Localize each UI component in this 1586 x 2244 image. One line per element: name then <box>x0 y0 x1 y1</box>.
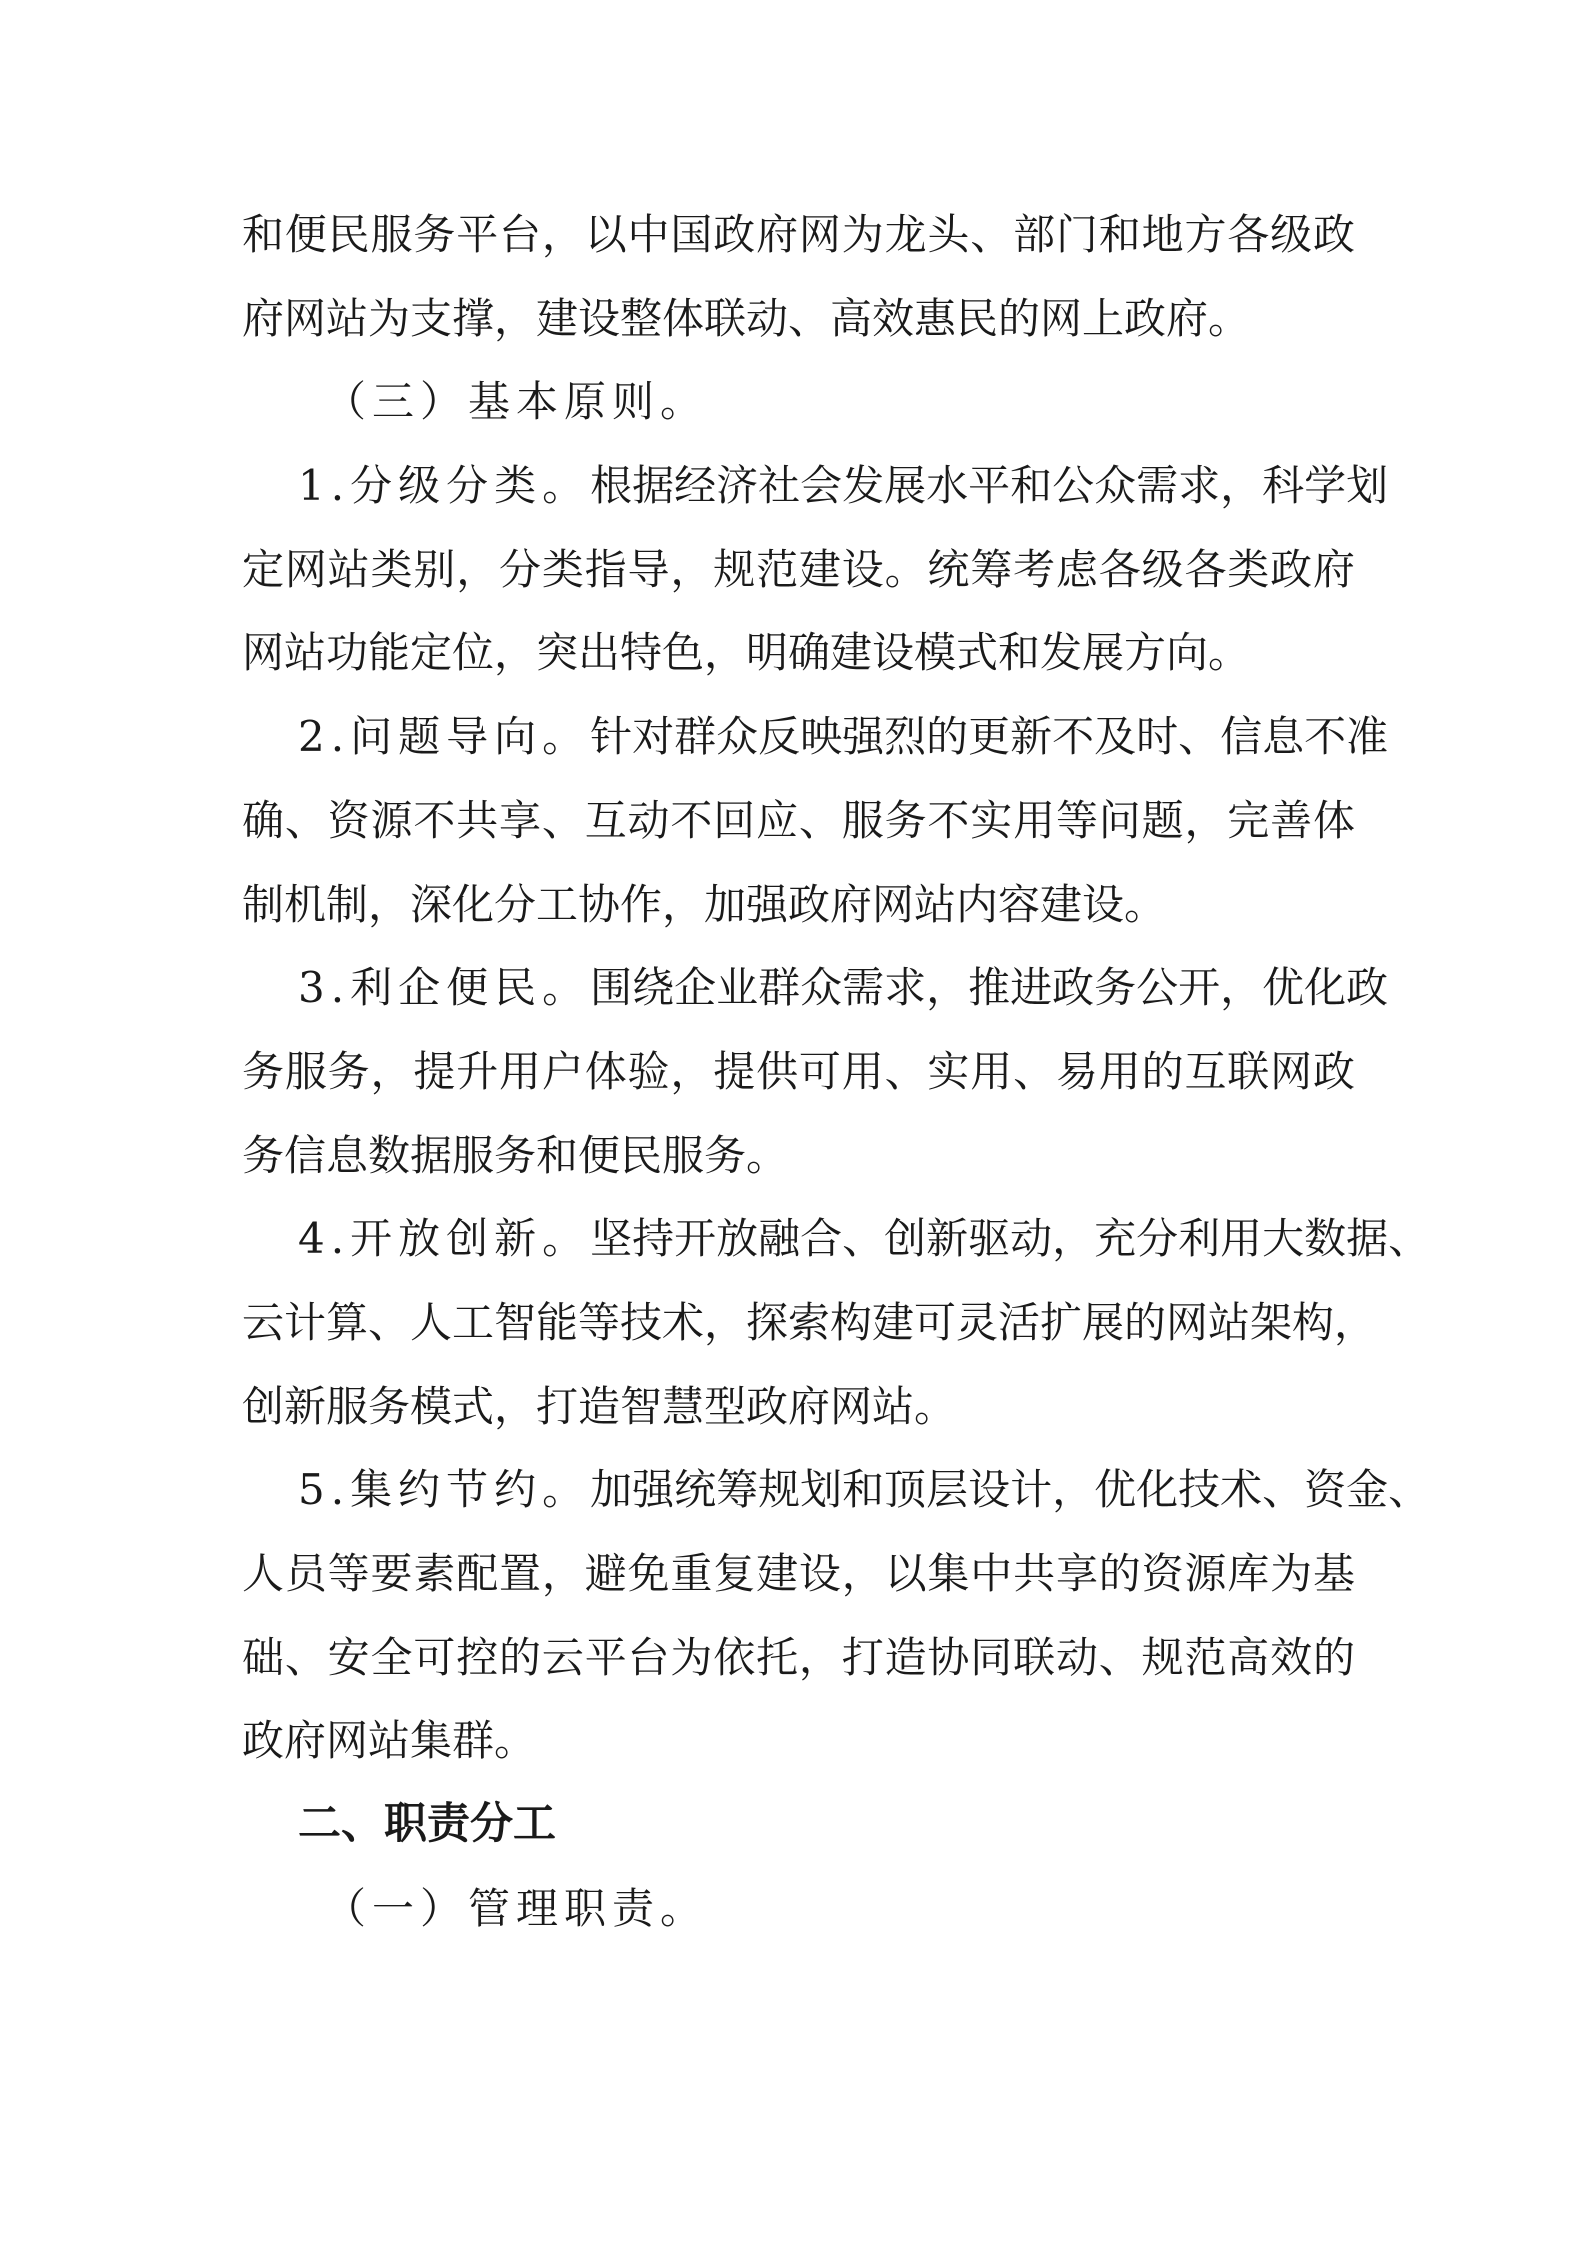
principle-text: 人员等要素配置，避免重复建设，以集中共享的资源库为基 <box>242 1549 1355 1598</box>
intro-line: 和便民服务平台，以中国政府网为龙头、部门和地方各级政 <box>242 210 1355 259</box>
principle-text: 网站功能定位，突出特色，明确建设模式和发展方向。 <box>242 628 1251 678</box>
principle-text: 务服务，提升用户体验，提供可用、实用、易用的互联网政 <box>242 1046 1355 1096</box>
principle-lead: 4.开放创新。 <box>298 1214 591 1264</box>
principle-3 <box>242 946 1389 1197</box>
principle-text: 制机制，深化分工协作，加强政府网站内容建设。 <box>242 879 1167 929</box>
principle-lead: 3.利企便民。 <box>298 963 591 1013</box>
intro-line: 府网站为支撑，建设整体联动、高效惠民的网上政府。 <box>242 293 1251 343</box>
principle-lead: 5.集约节约。 <box>298 1465 591 1515</box>
principle-text: 务信息数据服务和便民服务。 <box>242 1130 789 1180</box>
principle-text: 根据经济社会发展水平和公众需求，科学划 <box>590 461 1389 511</box>
principle-5 <box>242 1448 1431 1783</box>
section-heading-basic-principles: （三）基本原则。 <box>324 377 709 427</box>
principle-text: 围绕企业群众需求，推进政务公开，优化政 <box>590 963 1389 1013</box>
principle-text: 加强统筹规划和顶层设计，优化技术、资金、 <box>590 1465 1431 1515</box>
principle-lead: 1.分级分类。 <box>298 461 591 511</box>
principle-2 <box>242 695 1389 946</box>
principle-text: 坚持开放融合、创新驱动，充分利用大数据、 <box>590 1214 1431 1264</box>
principle-4 <box>242 1197 1431 1448</box>
principle-lead: 2.问题导向。 <box>298 712 591 762</box>
subsection-heading-management: （一）管理职责。 <box>324 1883 709 1933</box>
document-page <box>242 193 1431 1950</box>
chapter-heading-responsibilities: 二、职责分工 <box>298 1799 556 1850</box>
principle-text: 定网站类别，分类指导，规范建设。统筹考虑各级各类政府 <box>242 544 1355 594</box>
principle-text: 创新服务模式，打造智慧型政府网站。 <box>242 1381 957 1431</box>
principle-text: 政府网站集群。 <box>242 1716 537 1766</box>
principle-text: 云计算、人工智能等技术，探索构建可灵活扩展的网站架构， <box>242 1297 1377 1347</box>
principle-text: 础、安全可控的云平台为依托，打造协同联动、规范高效的 <box>242 1632 1355 1682</box>
principle-text: 针对群众反映强烈的更新不及时、信息不准 <box>590 712 1389 762</box>
principle-1 <box>242 444 1389 695</box>
principle-text: 确、资源不共享、互动不回应、服务不实用等问题，完善体 <box>242 795 1355 845</box>
